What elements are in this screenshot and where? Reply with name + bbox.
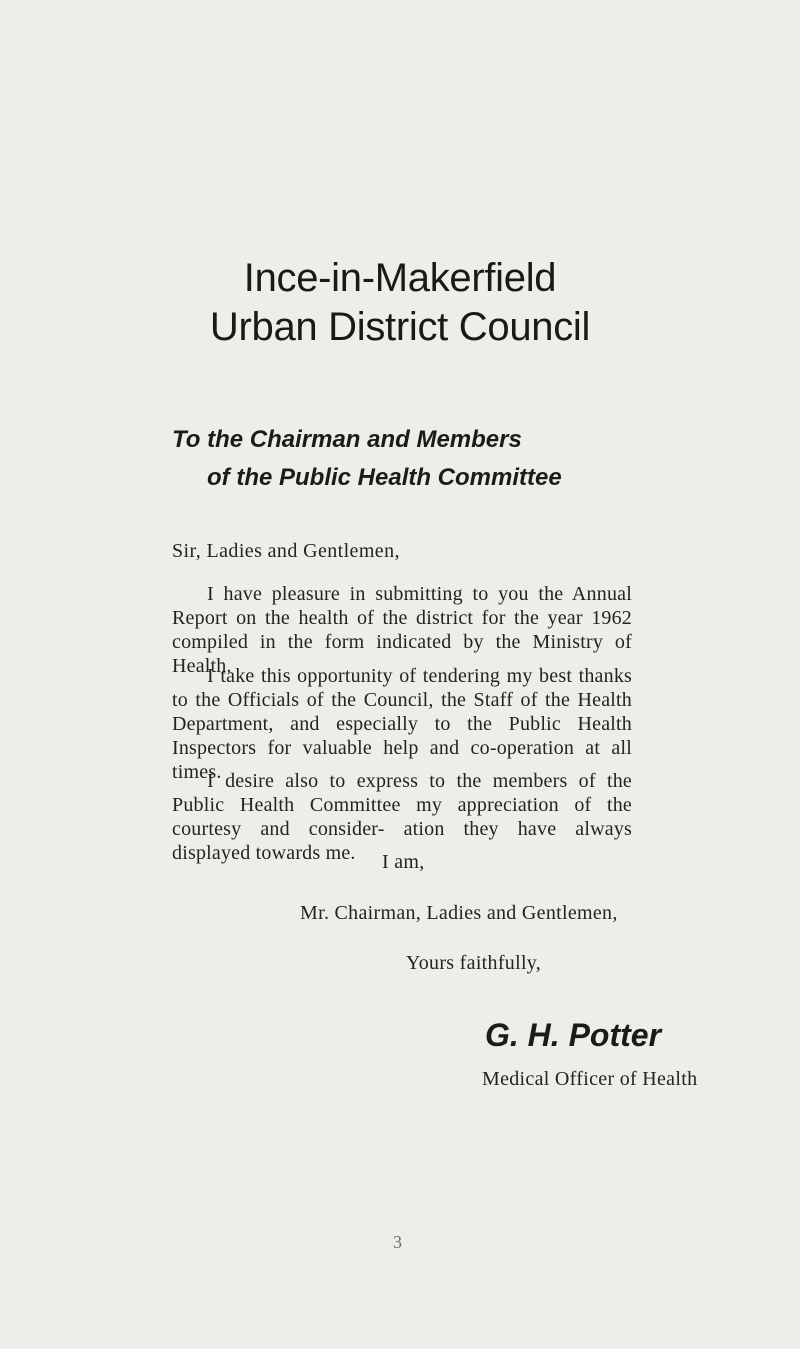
closing-address: Mr. Chairman, Ladies and Gentlemen, — [300, 902, 618, 924]
paragraph-text: I take this opportunity of tendering my best thanks to the Officials of the Council, the Staff of the Health Department, and especially to the Public Health Inspectors for valuable help and co-operation at all times. — [172, 665, 632, 783]
paragraph-text: I desire also to express to the members of the Public Health Committee my appreciation of the courtesy and consider- ation they have always displayed towards me. — [172, 770, 632, 864]
page-number: 3 — [393, 1232, 402, 1252]
salutation: Sir, Ladies and Gentlemen, — [172, 540, 400, 562]
paragraph-text: I have pleasure in submitting to you the Annual Report on the health of the district for the year 1962 compiled in the form indicated by the Ministry of Health. — [172, 583, 632, 677]
closing-i-am: I am, — [382, 851, 425, 873]
signature-name: G. H. Potter — [485, 1017, 662, 1053]
council-name-line1: Ince-in-Makerfield — [243, 256, 557, 300]
addressee-line2: of the Public Health Committee — [207, 464, 562, 491]
closing-yours-faithfully: Yours faithfully, — [406, 952, 542, 974]
council-name-line2: Urban District Council — [209, 305, 591, 349]
paragraph-thanks — [172, 664, 632, 784]
signatory-title: Medical Officer of Health — [482, 1068, 698, 1090]
addressee-line1: To the Chairman and Members — [172, 426, 522, 453]
